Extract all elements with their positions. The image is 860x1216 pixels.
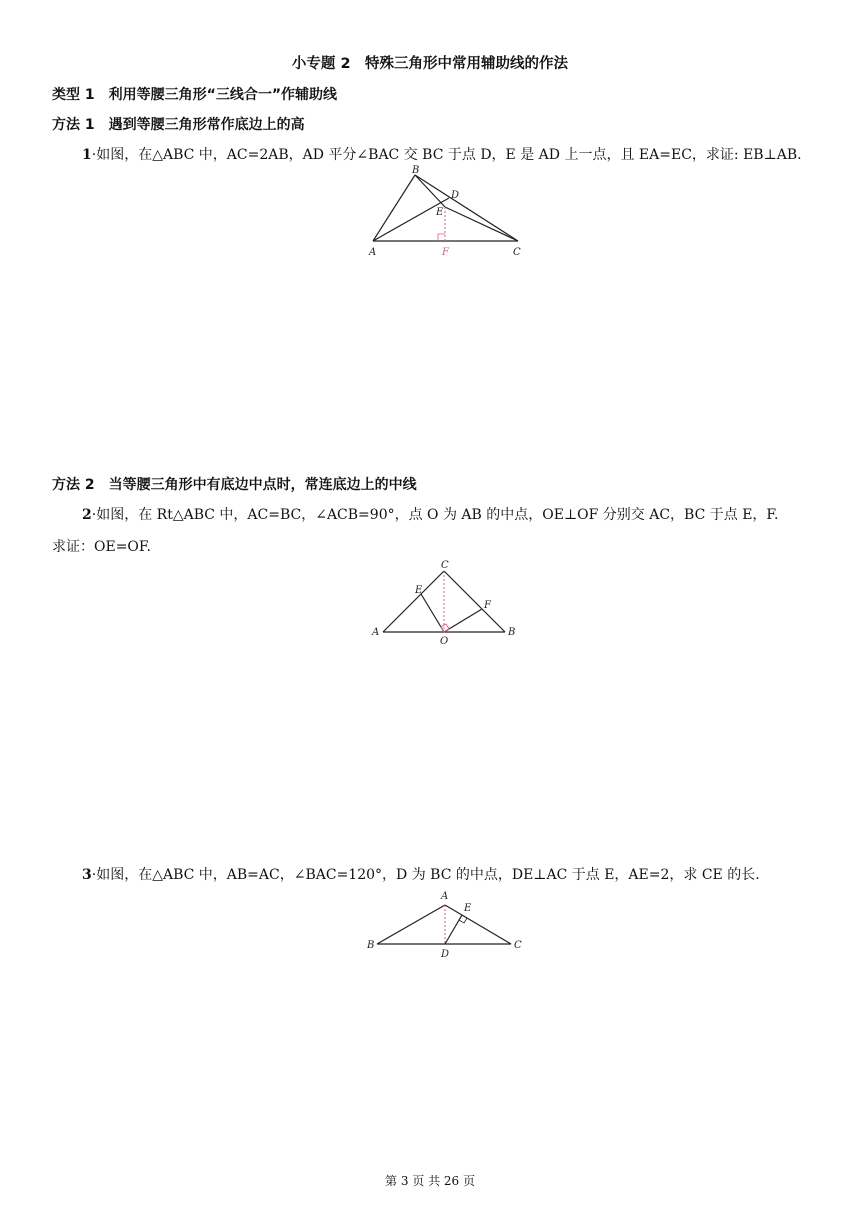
fig2-label-E: E [415, 585, 423, 596]
fig2-label-C: C [441, 560, 449, 571]
page-title: 小专题 2 特殊三角形中常用辅助线的作法 [291, 56, 569, 72]
fig3-label-D: D [441, 949, 450, 960]
problem3 [82, 864, 760, 884]
fig2-label-F: F [484, 600, 491, 611]
fig3-label-B: B [367, 940, 375, 951]
fig1-label-B: B [412, 165, 420, 176]
figure1 [360, 164, 540, 260]
problem3-text: ·如图，在△ABC 中，AB=AC，∠BAC=120°，D 为 BC 的中点，DE⊥AC 于点 E，AE=2，求 CE 的长. [91, 867, 760, 883]
fig2-label-A: A [372, 627, 380, 638]
page-footer: 第 3 页 共 26 页 [385, 1174, 475, 1188]
problem1-text: ·如图，在△ABC 中，AC=2AB，AD 平分∠BAC 交 BC 于点 D，E 是 AD 上一点，且 EA=EC，求证: EB⊥AB. [91, 147, 802, 163]
fig1-label-E: E [436, 207, 444, 218]
problem2-text: ·如图，在 Rt△ABC 中，AC=BC，∠ACB=90°，点 O 为 AB 的中点，OE⊥OF 分别交 AC，BC 于点 E，F. [91, 507, 779, 523]
problem3-number: 3 [82, 867, 92, 883]
method2-heading: 方法 2 当等腰三角形中有底边中点时，常连底边上的中线 [52, 477, 417, 493]
problem2-number: 2 [82, 507, 92, 523]
fig1-label-D: D [451, 190, 460, 201]
fig2-label-B: B [508, 627, 516, 638]
fig2-label-O: O [440, 636, 449, 647]
problem2-text2: 求证：OE=OF. [52, 539, 151, 555]
fig3-label-E: E [464, 903, 472, 914]
type1-heading: 类型 1 利用等腰三角形“三线合一”作辅助线 [52, 87, 338, 103]
problem2 [82, 504, 778, 524]
fig3-label-A: A [441, 891, 449, 902]
fig1-label-A: A [369, 247, 377, 258]
problem1-number: 1 [82, 147, 92, 163]
fig3-label-C: C [514, 940, 522, 951]
figure3 [362, 886, 532, 962]
method1-heading: 方法 1 遇到等腰三角形常作底边上的高 [52, 117, 305, 133]
fig1-label-F: F [442, 247, 449, 258]
figure2 [368, 556, 528, 648]
fig1-label-C: C [513, 247, 521, 258]
problem1 [82, 144, 802, 164]
